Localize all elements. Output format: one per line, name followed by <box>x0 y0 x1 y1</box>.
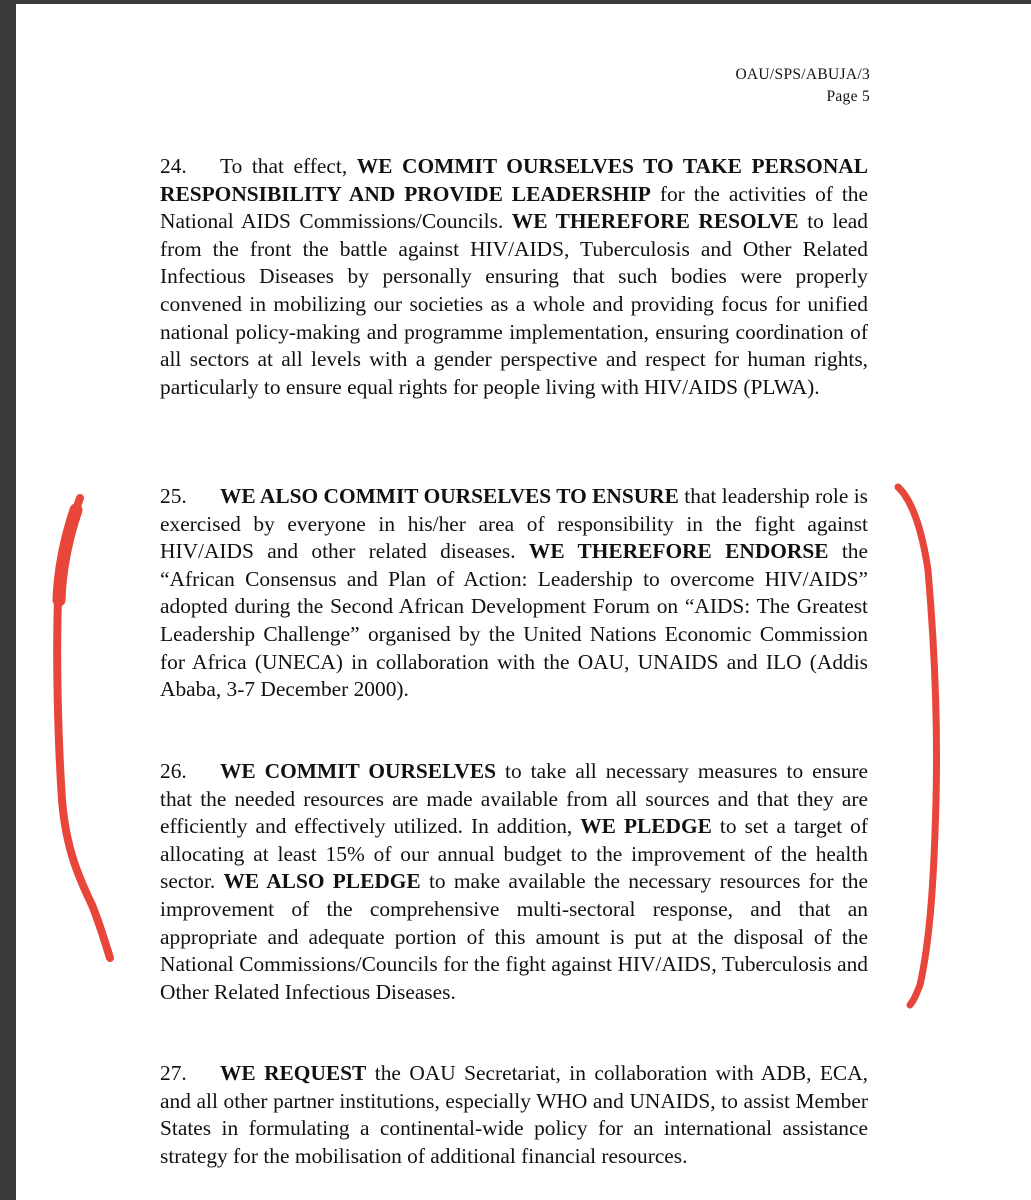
bold-commitment: WE COMMIT OURSELVES <box>220 759 496 783</box>
bold-commitment: WE PLEDGE <box>580 814 712 839</box>
paragraph-text: the OAU Secretariat, in collaboration with ADB, ECA, and all other partner institutions, especially WHO and UNAIDS, to assist Member States in formulating a continental-wide policy for an international assistance strategy for the mobilisation of additional financial resources. <box>160 1061 868 1168</box>
bold-commitment: WE COMMIT OURSELVES TO TAKE PERSONAL RESPONSIBILITY AND PROVIDE LEADERSHIP <box>160 154 868 206</box>
document-page <box>16 4 1031 1200</box>
paragraph-number: 27. <box>160 1061 187 1085</box>
paragraph-text: To that effect, <box>220 154 357 178</box>
document-reference: OAU/SPS/ABUJA/3 <box>735 66 870 83</box>
bold-commitment: WE REQUEST <box>220 1061 367 1085</box>
paragraph-number: 26. <box>160 759 187 783</box>
bold-commitment: WE THEREFORE ENDORSE <box>528 539 829 564</box>
paragraph-26 <box>160 758 868 1006</box>
paragraph-text: to make available the necessary resources for the improvement of the comprehensive multi-sectoral response, and that an appropriate and adequate portion of this amount is put at the disposal of the National Commissions/Councils for the fight against HIV/AIDS, Tuberculosis and Other Related Infectious Diseases. <box>160 869 868 1004</box>
bold-commitment: WE ALSO COMMIT OURSELVES TO ENSURE <box>220 484 679 508</box>
paragraph-number: 24. <box>160 154 187 178</box>
paragraph-text: that leadership role is exercised by everyone in his/her area of responsibility in the fight against HIV/AIDS and other related diseases. <box>160 484 868 564</box>
paragraph-25 <box>160 483 868 704</box>
bold-commitment: WE THEREFORE RESOLVE <box>511 209 799 234</box>
paragraph-number: 25. <box>160 484 187 508</box>
paragraph-text: for the activities of the National AIDS Commissions/Councils. <box>160 181 868 234</box>
paragraph-text: to lead from the front the battle against HIV/AIDS, Tuberculosis and Other Related Infectious Diseases by personally ensuring that such bodies were properly convened in mobilizing our societies as a whole and providing focus for unified national policy-making and programme implementation, ensuring coordination of all sectors at all levels with a gender perspective and respect for human rights, particularly to ensure equal rights for people living with HIV/AIDS (PLWA). <box>160 209 868 399</box>
paragraph-27 <box>160 1060 868 1170</box>
paragraph-text: the “African Consensus and Plan of Action: Leadership to overcome HIV/AIDS” adopted during the Second African Development Forum on “AIDS: The Greatest Leadership Challenge” organised by the United Nations Economic Commission for Africa (UNECA) in collaboration with the OAU, UNAIDS and ILO (Addis Ababa, 3-7 December 2000). <box>160 539 868 702</box>
paragraph-text: to take all necessary measures to ensure that the needed resources are made available from all sources and that they are efficiently and effectively utilized. In addition, <box>160 759 868 839</box>
paragraph-24 <box>160 153 868 401</box>
page-header <box>735 64 870 108</box>
page-number: Page 5 <box>826 88 870 105</box>
paragraph-text: to set a target of allocating at least 15% of our annual budget to the improvement of the health sector. <box>160 814 868 894</box>
bold-commitment: WE ALSO PLEDGE <box>223 869 421 894</box>
